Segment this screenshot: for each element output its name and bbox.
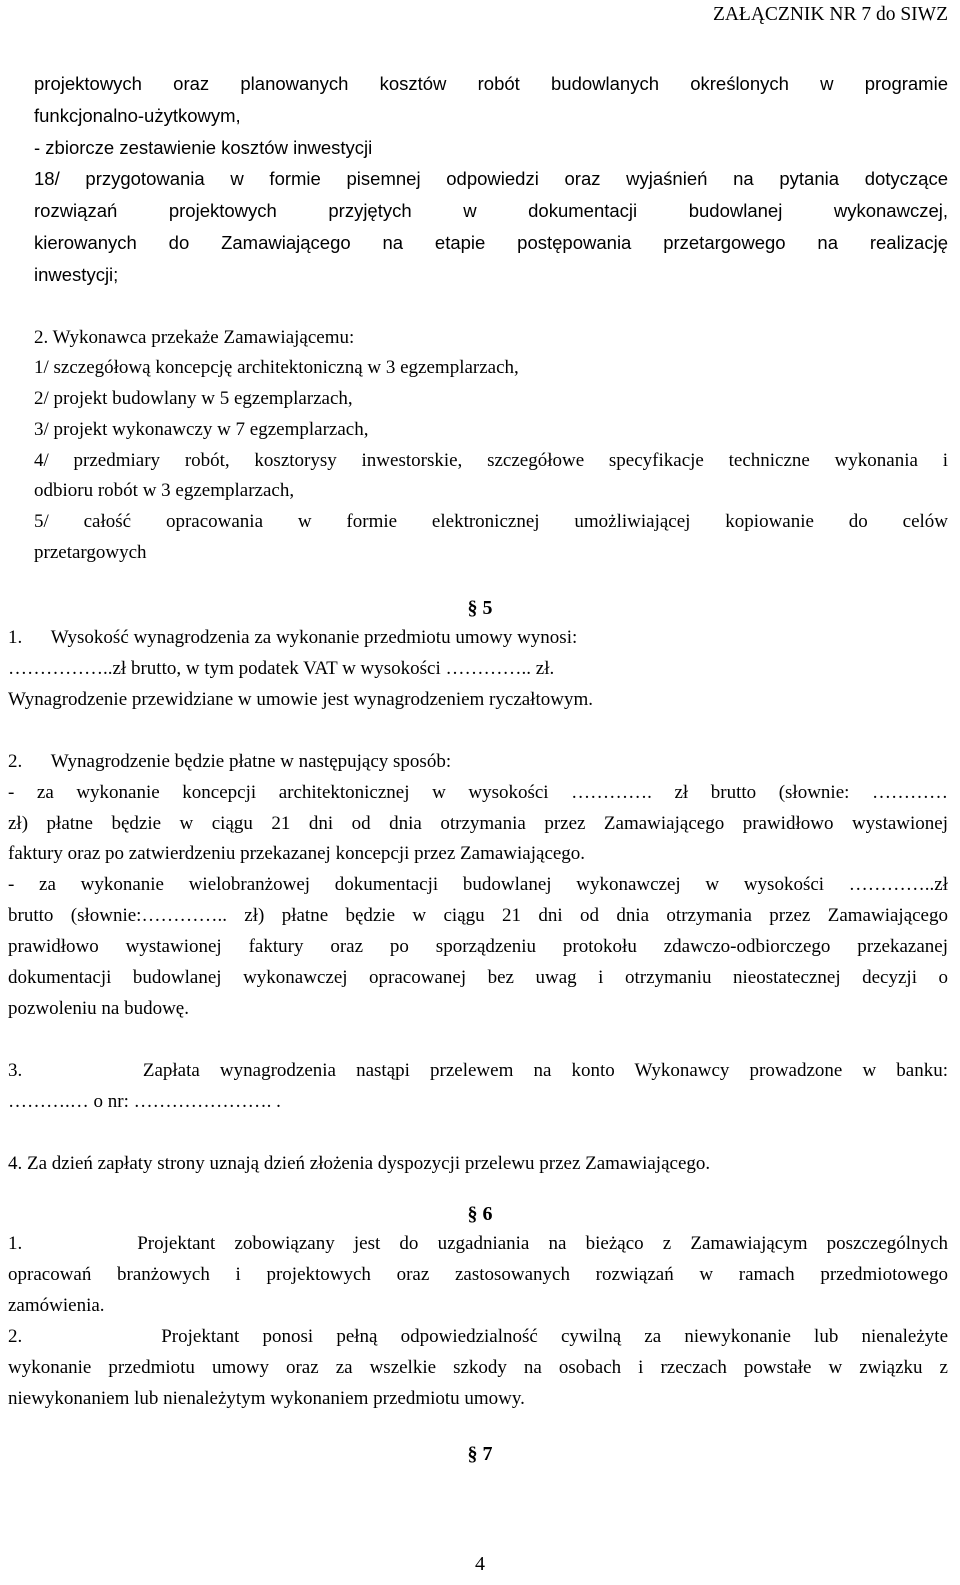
- text-line: kierowanych do Zamawiającego na etapie postępowania przetargowego na realizację: [34, 232, 948, 253]
- text-line: faktury oraz po zatwierdzeniu przekazanej koncepcji przez Zamawiającego.: [8, 843, 586, 864]
- text-line: projektowych oraz planowanych kosztów robót budowlanych określonych w programie: [34, 73, 948, 94]
- text-line: 1/ szczegółową koncepcję architektoniczną w 3 egzemplarzach,: [34, 357, 519, 378]
- text-line: - zbiorcze zestawienie kosztów inwestycji: [34, 137, 373, 158]
- section-5-heading: § 5: [467, 597, 493, 619]
- text-line: 2. Projektant ponosi pełną odpowiedzialność cywilną za niewykonanie lub nienależyte: [8, 1326, 948, 1347]
- text-line: Wynagrodzenie przewidziane w umowie jest wynagrodzeniem ryczałtowym.: [8, 689, 593, 710]
- text-line: inwestycji;: [34, 264, 119, 285]
- text-line: funkcjonalno-użytkowym,: [34, 105, 241, 126]
- text-line: rozwiązań projektowych przyjętych w dokumentacji budowlanej wykonawczej,: [34, 200, 948, 221]
- text-line: 2. Wykonawca przekaże Zamawiającemu:: [34, 327, 355, 348]
- text-line: - za wykonanie koncepcji architektonicznej w wysokości …………. zł brutto (słownie: …………: [8, 782, 948, 803]
- text-line: 3/ projekt wykonawczy w 7 egzemplarzach,: [34, 419, 369, 440]
- section-6-heading: § 6: [467, 1203, 493, 1225]
- text-line: 5/ całość opracowania w formie elektronicznej umożliwiającej kopiowanie do celów: [34, 511, 948, 532]
- text-line: 4. Za dzień zapłaty strony uznają dzień złożenia dyspozycji przelewu przez Zamawiającego.: [8, 1153, 711, 1174]
- text-line: zamówienia.: [8, 1295, 105, 1316]
- text-line: pozwoleniu na budowę.: [8, 998, 189, 1019]
- text-line: 4/ przedmiary robót, kosztorysy inwestorskie, szczegółowe specyfikacje techniczne wykonania i: [34, 450, 948, 471]
- text-line: niewykonaniem lub nienależytym wykonaniem przedmiotu umowy.: [8, 1388, 525, 1409]
- text-line: 2/ projekt budowlany w 5 egzemplarzach,: [34, 388, 353, 409]
- text-line: wykonanie przedmiotu umowy oraz za wszelkie szkody na osobach i rzeczach powstałe w związku z: [8, 1357, 948, 1378]
- text-line: ……………..zł brutto, w tym podatek VAT w wysokości ………….. zł.: [8, 658, 555, 679]
- text-line: zł) płatne będzie w ciągu 21 dni od dnia otrzymania przez Zamawiającego prawidłowo wystawionej: [8, 813, 948, 834]
- text-line: dokumentacji budowlanej wykonawczej opracowanej bez uwag i otrzymaniu nieostatecznej decyzji o: [8, 967, 948, 988]
- document-header: ZAŁĄCZNIK NR 7 do SIWZ: [712, 4, 948, 25]
- page-number: 4: [475, 1553, 485, 1575]
- text-line: brutto (słownie:………….. zł) płatne będzie w ciągu 21 dni od dnia otrzymania przez Zamawiającego: [8, 905, 948, 926]
- text-line: ……….… o nr: …………………. .: [8, 1091, 281, 1112]
- text-line: przetargowych: [34, 542, 147, 563]
- text-line: - za wykonanie wielobranżowej dokumentacji budowlanej wykonawczej w wysokości …………..zł: [8, 874, 948, 895]
- text-line: odbioru robót w 3 egzemplarzach,: [34, 480, 295, 501]
- text-line: prawidłowo wystawionej faktury oraz po sporządzeniu protokołu zdawczo-odbiorczego przekazanej: [8, 936, 948, 957]
- text-line: 18/ przygotowania w formie pisemnej odpowiedzi oraz wyjaśnień na pytania dotyczące: [34, 168, 948, 189]
- section-7-heading: § 7: [467, 1443, 493, 1465]
- text-line: 1. Projektant zobowiązany jest do uzgadniania na bieżąco z Zamawiającym poszczególnych: [8, 1233, 948, 1254]
- text-line: 3. Zapłata wynagrodzenia nastąpi przelewem na konto Wykonawcy prowadzone w banku:: [8, 1060, 948, 1081]
- text-line: 1. Wysokość wynagrodzenia za wykonanie przedmiotu umowy wynosi:: [8, 627, 578, 648]
- text-line: opracowań branżowych i projektowych oraz zastosowanych rozwiązań w ramach przedmiotowego: [8, 1264, 948, 1285]
- text-line: 2. Wynagrodzenie będzie płatne w następujący sposób:: [8, 751, 452, 772]
